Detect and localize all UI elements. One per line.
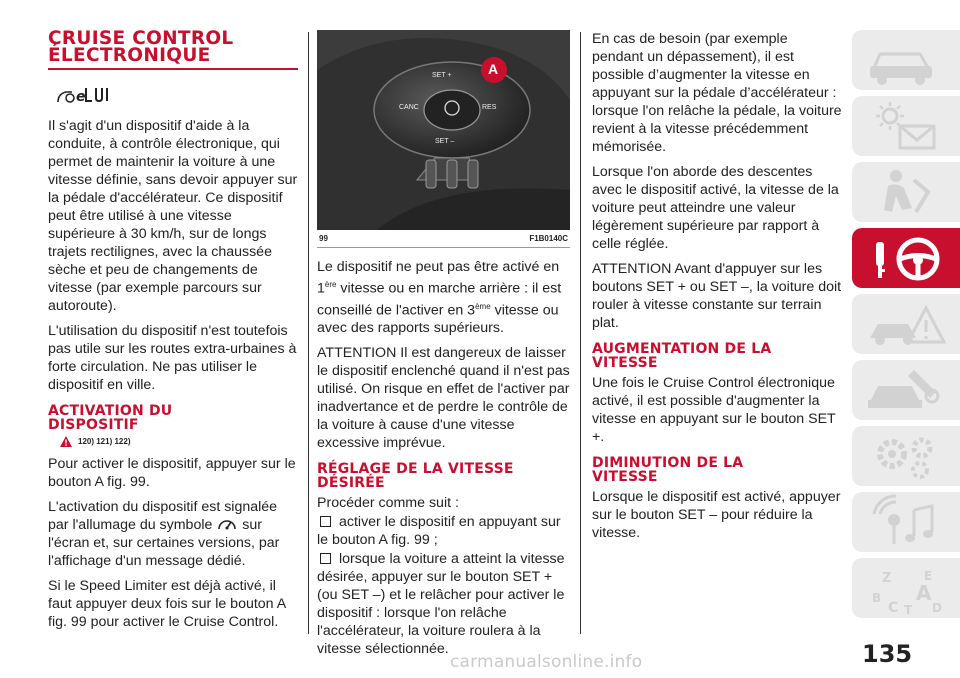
tab-emergency[interactable] (852, 294, 960, 354)
warning-reference (60, 436, 298, 447)
fig-label-canc: CANC (399, 104, 419, 111)
svg-text:e: e (76, 89, 86, 104)
paragraph: Pour activer le dispositif, appuyer sur le bouton A fig. 99. (48, 456, 296, 490)
car-overview-icon (852, 30, 960, 90)
tab-dashboard-lights[interactable] (852, 96, 960, 156)
column-3 (592, 30, 842, 549)
cruise-control-logo-icon (56, 82, 116, 104)
tab-alphabetical-index[interactable] (852, 558, 960, 618)
steering-wheel-figure (317, 30, 570, 230)
dashboard-lights-icon (852, 96, 960, 156)
figure-number: 99 (319, 234, 328, 243)
watermark: carmanualsonline.info (450, 652, 643, 672)
paragraph: L'utilisation du dispositif n'est toutefois pas utile sur les routes extra-urbaines à forte circulation. Ne pas utiliser le dispositif en ville. (48, 323, 297, 393)
fig-label-set-minus: SET – (435, 138, 455, 145)
paragraph: Le dispositif ne peut pas être activé en 1ère vitesse ou en marche arrière : il est conseillé de l'activer en 3ème vitesse ou avec des rapports supérieurs. (317, 259, 562, 337)
paragraph: Il s'agit d'un dispositif d'aide à la conduite, à contrôle électronique, qui permet de maintenir la voiture à une vitesse définie, sans devoir appuyer sur la pédale d'accélérateur. Ce dispositif peut être utilisé à une vitesse supérieure à 30 km/h, sur de longs trajets rectilignes, avec la chaussée sèche et peu de changements de vitesse (par exemple parcours sur autoroute). (48, 118, 298, 314)
warning-triangle-icon (60, 436, 72, 447)
index-letter: C (888, 600, 899, 616)
paragraph: Lorsque le dispositif est activé, appuyer sur le bouton SET – pour réduire la vitesse. (592, 489, 841, 541)
column-divider (308, 32, 309, 634)
warning-refs: 120) 121) 122) (78, 437, 131, 446)
index-letter: T (904, 603, 913, 617)
technical-data-icon (852, 426, 960, 486)
paragraph: En cas de besoin (par exemple pendant un dépassement), il est possible d’augmenter la vitesse en appuyant sur la pédale d’accélérateur : lorsque l'on relâche la pédale, la voiture revient à la vitesse précédemment mémorisée. (592, 31, 842, 155)
section-title: CRUISE CONTROL ÉLECTRONIQUE (48, 28, 234, 66)
paragraph: Si le Speed Limiter est déjà activé, il faut appuyer deux fois sur le bouton A fig. 99 pour activer le Cruise Control. (48, 578, 286, 630)
section-heading: ACTIVATION DU DISPOSITIF (48, 403, 173, 433)
figure-code: F1B0140C (529, 234, 568, 243)
section-heading: DIMINUTION DE LA VITESSE (592, 455, 744, 485)
page-number: 135 (862, 640, 913, 668)
steering-wheel-key-icon (852, 228, 960, 288)
tab-starting-driving[interactable] (852, 228, 960, 288)
paragraph: Procéder comme suit : (317, 495, 459, 512)
section-heading: AUGMENTATION DE LA VITESSE (592, 341, 772, 371)
index-letter: D (932, 601, 942, 615)
bullet-square-icon (320, 516, 331, 527)
paragraph: ATTENTION Il est dangereux de laisser le dispositif enclenché quand il n'est pas utilisé. On risque en effet de l'activer par inadvertance et de perdre le contrôle de la voiture à cause d'une vitesse excessive imprévue. (317, 345, 570, 452)
tab-maintenance[interactable] (852, 360, 960, 420)
figure-caption (317, 230, 570, 248)
column-2 (317, 30, 570, 665)
paragraph: L'activation du dispositif est signalée par l'allumage du symbole sur l'écran et, sur certaines versions, par l'affichage d'un message dédié. (48, 499, 280, 569)
index-letter: A (916, 581, 932, 605)
steering-controls-illustration (317, 30, 570, 230)
safety-icon (852, 162, 960, 222)
bullet-item: lorsque la voiture a atteint la vitesse désirée, appuyer sur le bouton SET + (ou SET –) et le relâcher pour activer le dispositif : lorsque l'on relâche l'accélérateur, la voiture roulera à la vitesse sélectionnée. (317, 551, 565, 658)
bullet-item: activer le dispositif en appuyant sur le bouton A fig. 99 ; (317, 514, 561, 549)
fig-label-res: RES (482, 104, 497, 111)
tab-multimedia[interactable] (852, 492, 960, 552)
paragraph: ATTENTION Avant d'appuyer sur les boutons SET + ou SET –, la voiture doit rouler à vitesse constante sur terrain plat. (592, 261, 842, 331)
car-maintenance-icon (852, 360, 960, 420)
title-underline (48, 68, 298, 70)
multimedia-icon (852, 492, 960, 552)
column-1 (48, 30, 298, 638)
fig-label-set-plus: SET + (432, 72, 452, 79)
paragraph: Lorsque l'on aborde des descentes avec le dispositif activé, la vitesse de la voiture peut atteindre une valeur légèrement supérieure par rapport à celle réglée. (592, 164, 839, 252)
tab-technical-data[interactable] (852, 426, 960, 486)
tab-car-overview[interactable] (852, 30, 960, 90)
tab-safety[interactable] (852, 162, 960, 222)
index-letter: Z (882, 571, 892, 586)
fig-label-a: A (488, 61, 499, 77)
section-heading: RÉGLAGE DE LA VITESSE DÉSIRÉE (317, 461, 514, 492)
bullet-square-icon (320, 553, 331, 564)
paragraph: Une fois le Cruise Control électronique activé, il est possible d'augmenter la vitesse en appuyant sur le bouton SET +. (592, 375, 836, 445)
index-letter: B (872, 591, 882, 605)
cruise-control-speedometer-icon (216, 516, 238, 532)
column-divider (580, 32, 581, 634)
road-emergency-icon (852, 294, 960, 354)
index-letter: E (924, 569, 933, 583)
alphabetical-index-icon (852, 558, 960, 618)
